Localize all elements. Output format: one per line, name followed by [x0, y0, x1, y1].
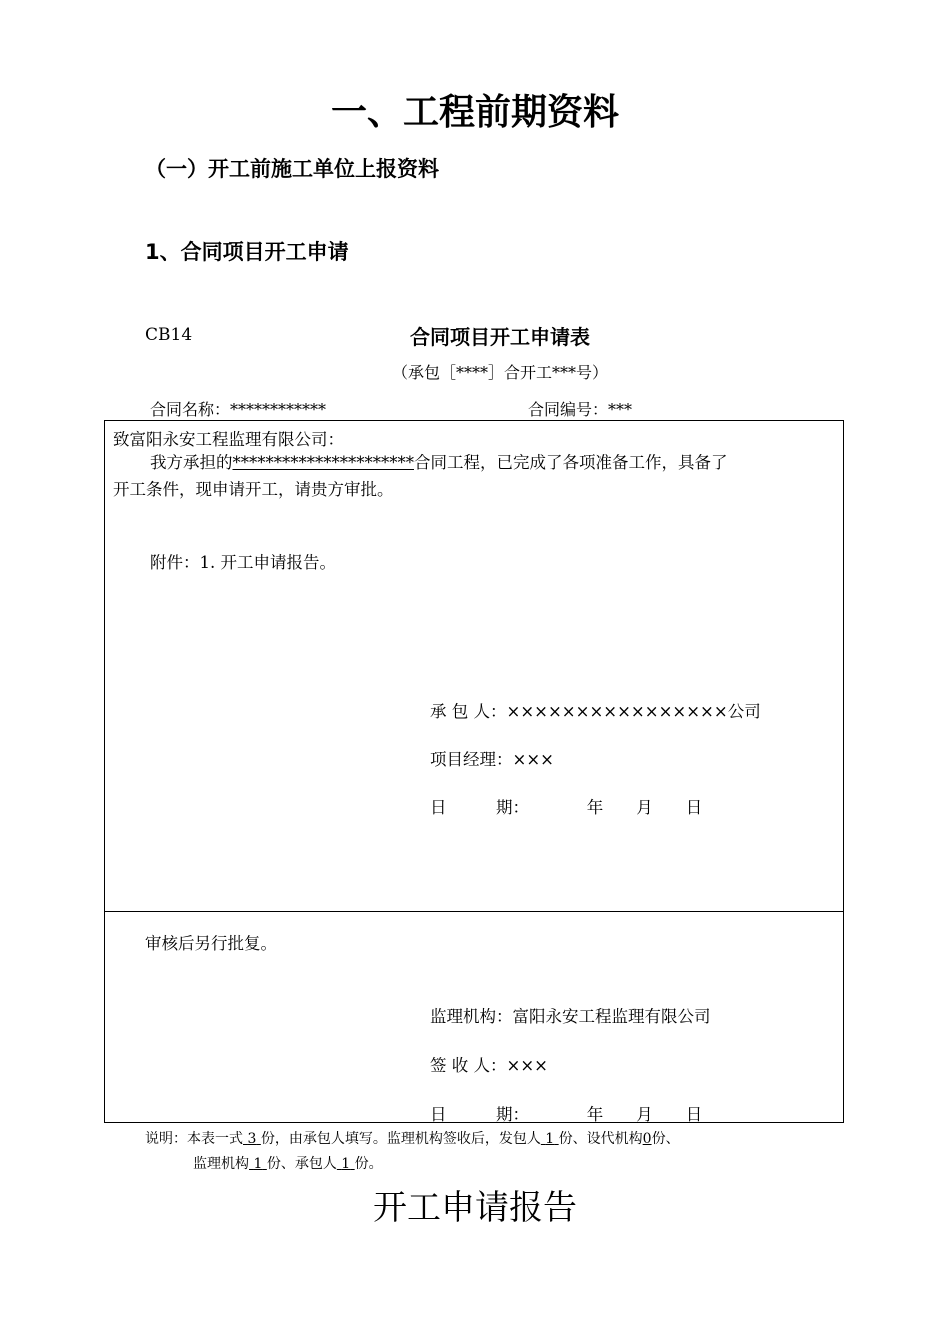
copies-owner — [541, 1131, 559, 1147]
manager-line — [430, 746, 554, 770]
note-line2 — [193, 1153, 383, 1173]
sub-heading: （一）开工前施工单位上报资料 — [145, 157, 439, 181]
project-name: ********************** — [232, 453, 414, 472]
contract-number: 合同编号：*** — [528, 400, 633, 419]
manager-value: ××× — [512, 750, 554, 769]
contractor-line — [430, 698, 761, 722]
manager-label: 项目经理： — [430, 750, 513, 769]
receiver-line — [430, 1052, 548, 1076]
note-text: 份。 — [354, 1156, 383, 1172]
form-title: 合同项目开工申请表 — [410, 325, 590, 349]
review-text: 审核后另行批复。 — [145, 934, 277, 953]
form-code: CB14 — [145, 325, 193, 345]
application-body-line2: 开工条件，现申请开工，请贵方审批。 — [113, 480, 394, 499]
body-suffix: 合同工程，已完成了各项准备工作，具备了 — [414, 453, 728, 472]
copies-supervisor — [249, 1156, 267, 1172]
note-text: 份，由承包人填写。监理机构签收后，发包人 — [260, 1131, 541, 1147]
copies-contractor-value: 1 — [341, 1156, 351, 1172]
note-text: 说明：本表一式 — [145, 1131, 243, 1147]
note-line1 — [145, 1128, 680, 1148]
note-text: 份、设代机构 — [558, 1131, 643, 1147]
contractor-value: ××××××××××××××××公司 — [506, 702, 761, 721]
attachment: 附件：1. 开工申请报告。 — [150, 553, 336, 572]
copies-total-value: 3 — [247, 1131, 257, 1147]
supervisor-date: 日 期： 年 月 日 — [430, 1105, 703, 1124]
form-divider — [104, 911, 844, 912]
copies-contractor — [337, 1156, 355, 1172]
receiver-value: ××× — [506, 1056, 548, 1075]
form-number: （承包［****］合开工***号） — [391, 363, 608, 382]
supervisor-value: 富阳永安工程监理有限公司 — [512, 1007, 711, 1026]
next-section-title: 开工申请报告 — [373, 1188, 577, 1228]
contract-name: 合同名称：************ — [150, 400, 327, 419]
copies-supervisor-value: 1 — [253, 1156, 263, 1172]
contractor-label: 承 包 人： — [430, 702, 507, 721]
receiver-label: 签 收 人： — [430, 1056, 507, 1075]
note-text: 监理机构 — [193, 1156, 249, 1172]
main-heading: 一、工程前期资料 — [330, 92, 619, 133]
addressee: 致富阳永安工程监理有限公司： — [113, 430, 344, 449]
copies-design: 0 — [642, 1131, 652, 1147]
item-heading: 1、合同项目开工申请 — [145, 240, 349, 264]
supervisor-line — [430, 1003, 711, 1027]
note-text: 份、 — [651, 1131, 680, 1147]
supervisor-label: 监理机构： — [430, 1007, 513, 1026]
copies-owner-value: 1 — [545, 1131, 555, 1147]
note-text: 份、承包人 — [266, 1156, 337, 1172]
body-prefix: 我方承担的 — [150, 453, 233, 472]
copies-total — [243, 1131, 261, 1147]
application-body — [150, 449, 728, 473]
contractor-date: 日 期： 年 月 日 — [430, 798, 703, 817]
